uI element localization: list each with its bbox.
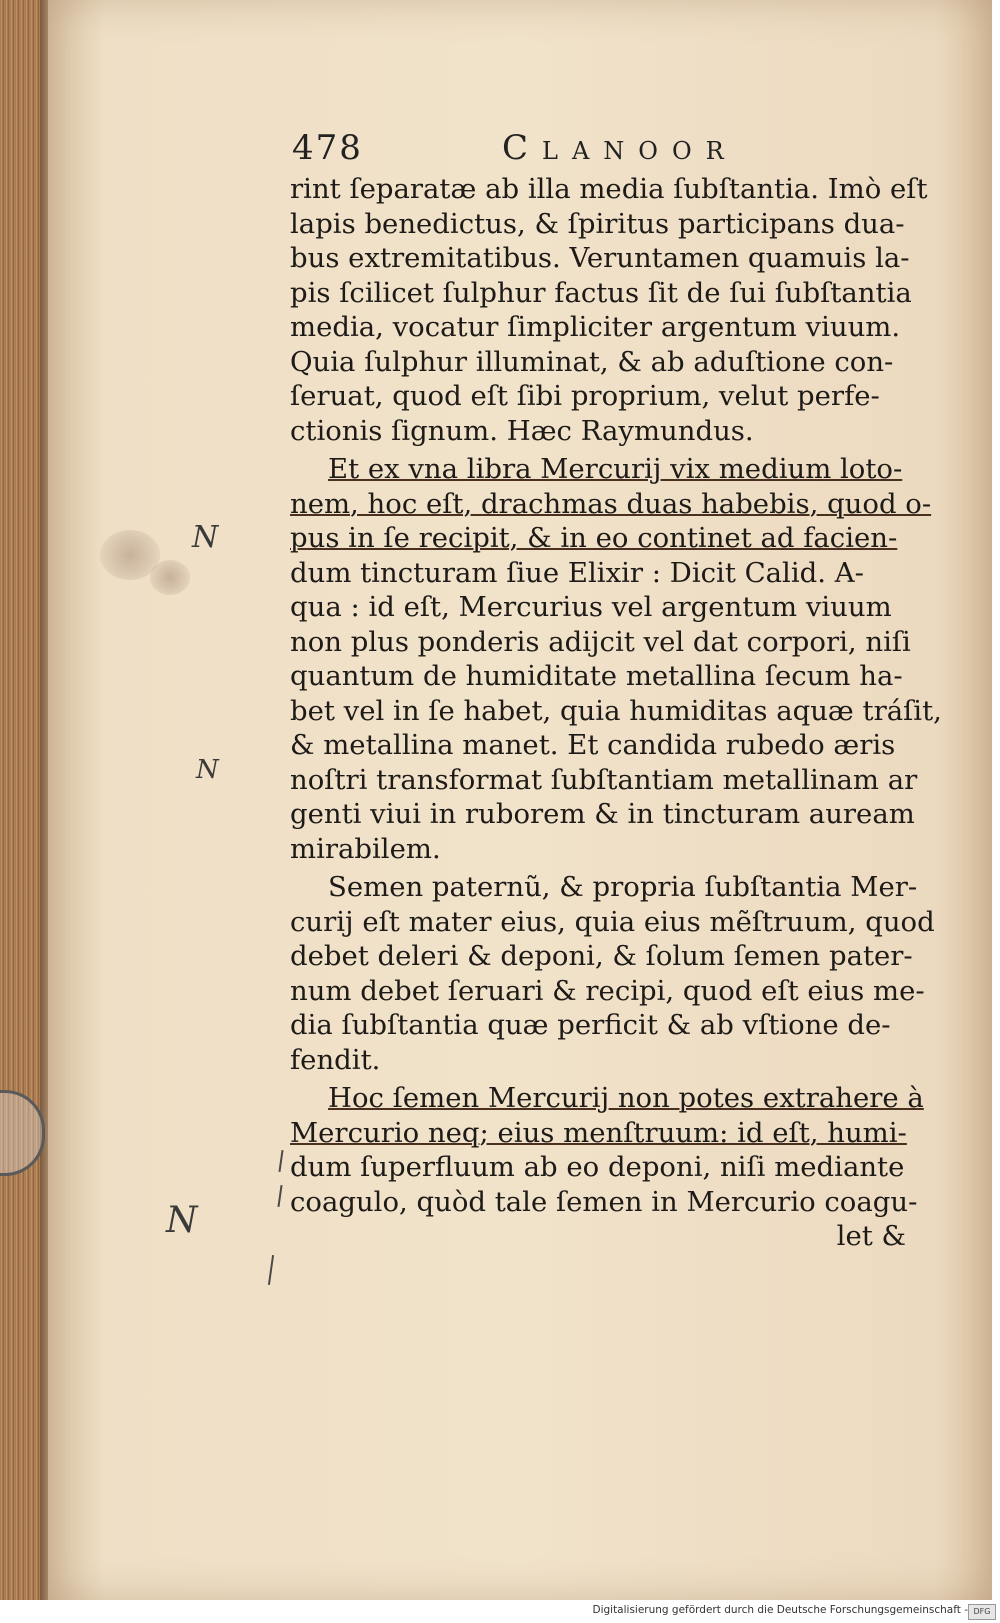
page-number: 478 — [292, 128, 363, 168]
text-line: ſeruat, quod eſt ſibi proprium, velut perfe- — [290, 380, 880, 412]
text-line: mirabilem. — [290, 832, 441, 865]
footer-credit: Digitalisierung gefördert durch die Deutsche Forschungsgemeinschaft - — [592, 1604, 968, 1616]
margin-annotation: N — [166, 1200, 198, 1241]
text-line: Semen paternũ, & propria ſubſtantia Mer- — [328, 871, 918, 903]
footer-bar — [0, 1600, 1000, 1623]
text-line-underlined: Hoc ſemen Mercurij non potes extrahere à — [328, 1082, 924, 1114]
text-line: quantum de humiditate metallina ſecum ha- — [290, 660, 903, 692]
catchword: let & — [836, 1220, 906, 1252]
dfg-logo-icon: DFG — [968, 1604, 996, 1620]
text-line: Quia ſulphur illuminat, & ab aduſtione con- — [290, 345, 894, 378]
text-line: noſtri transformat ſubſtantiam metallinam ar — [290, 763, 918, 796]
text-line: bus extremitatibus. Veruntamen quamuis la- — [290, 242, 910, 274]
text-line: non plus ponderis adijcit vel dat corpori, niſi — [290, 625, 911, 658]
text-line: dum tincturam ſiue Elixir : Dicit Calid. A- — [290, 556, 864, 589]
margin-annotation: N — [196, 755, 219, 785]
text-line: ctionis ſignum. Hæc Raymundus. — [290, 414, 754, 447]
text-line: & metallina manet. Et candida rubedo æris — [290, 729, 896, 761]
margin-annotation: N — [192, 520, 219, 555]
text-line: bet vel in ſe habet, quia humiditas aquæ tráſit, — [290, 694, 942, 727]
body-text — [290, 172, 942, 1254]
ink-stain — [150, 560, 190, 595]
text-line: lapis benedictus, & ſpiritus participans dua- — [290, 207, 905, 240]
text-line: pis ſcilicet ſulphur factus ſit de ſui ſubſtantia — [290, 276, 912, 309]
text-line: media, vocatur ſimpliciter argentum viuum. — [290, 311, 901, 343]
text-line-underlined: Et ex vna libra Mercurij vix medium loto- — [328, 453, 903, 485]
text-line-underlined: pus in ſe recipit, & in eo continet ad facien- — [290, 522, 898, 554]
text-line: coagulo, quòd tale ſemen in Mercurio coagu- — [290, 1185, 918, 1218]
text-line: dia ſubſtantia quæ perficit & ab vſtione de- — [290, 1009, 891, 1041]
text-line-underlined: Mercurio neq; eius menſtruum: id eſt, humi- — [290, 1116, 907, 1149]
text-line: debet deleri & deponi, & ſolum ſemen pater- — [290, 940, 913, 972]
text-line: num debet ſeruari & recipi, quod eſt eius me- — [290, 974, 925, 1007]
text-line: qua : id eſt, Mercurius vel argentum viuum — [290, 591, 892, 623]
text-line: fendit. — [290, 1043, 381, 1076]
text-line: genti viui in ruborem & in tincturam auream — [290, 798, 915, 830]
running-head: Clanoor — [502, 128, 738, 168]
text-line: rint ſeparatæ ab illa media ſubſtantia. Imò eſt — [290, 173, 928, 205]
book-edge — [0, 0, 40, 1600]
page-header — [292, 128, 942, 172]
text-line: dum ſuperfluum ab eo deponi, niſi mediante — [290, 1151, 905, 1183]
text-line: curij eſt mater eius, quia eius mẽſtruum, quod — [290, 905, 935, 938]
text-line-underlined: nem, hoc eſt, drachmas duas habebis, quod o- — [290, 487, 932, 520]
